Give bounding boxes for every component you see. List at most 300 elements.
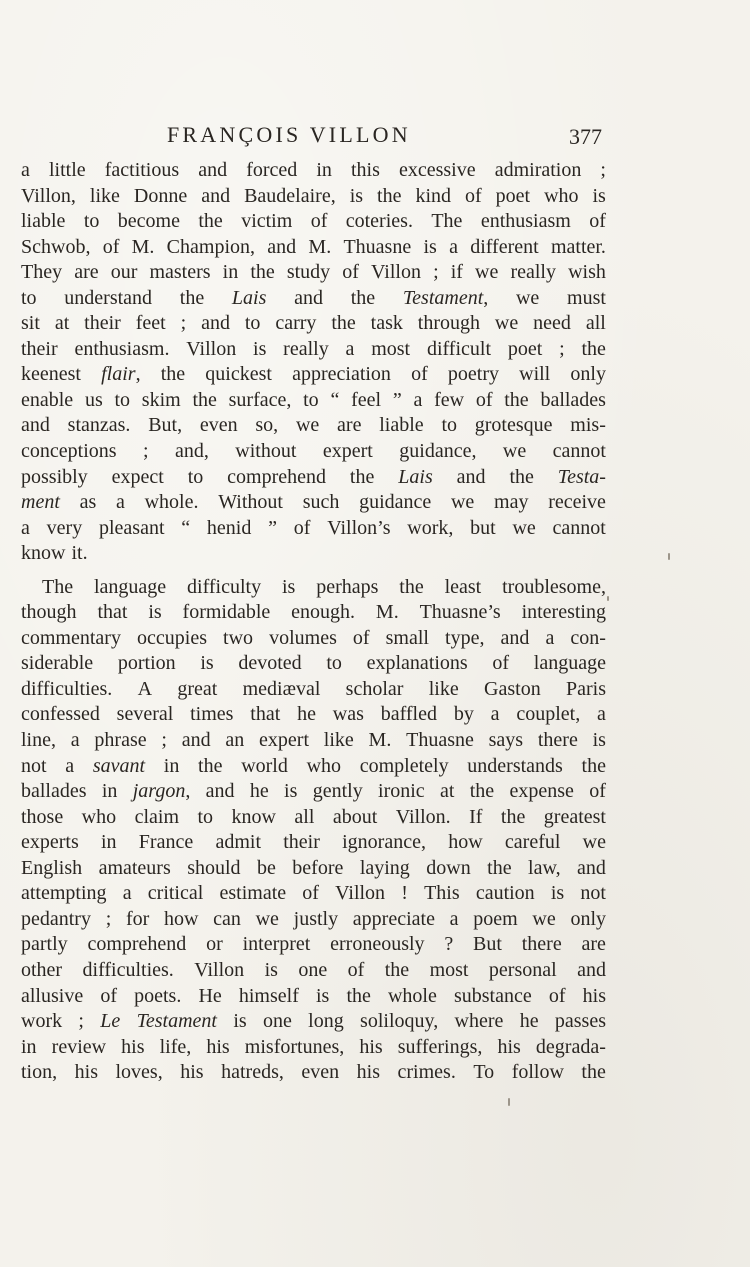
word: Testa- bbox=[557, 465, 606, 488]
text-line bbox=[21, 907, 606, 933]
word: the bbox=[377, 184, 402, 207]
word: the bbox=[384, 958, 410, 981]
word: partly bbox=[21, 933, 68, 956]
word: is bbox=[264, 958, 278, 981]
word: the bbox=[160, 363, 186, 386]
word: there bbox=[537, 729, 578, 752]
paragraph bbox=[21, 158, 606, 567]
word: two bbox=[223, 626, 254, 649]
text-line bbox=[21, 779, 606, 805]
text-line bbox=[21, 413, 606, 439]
word: follow bbox=[511, 1061, 564, 1084]
word: “ bbox=[181, 516, 191, 539]
word: baffled bbox=[380, 703, 437, 726]
word: different bbox=[470, 235, 539, 258]
word: and bbox=[201, 312, 230, 335]
paragraph bbox=[21, 575, 606, 1086]
word: mediæval bbox=[242, 677, 321, 700]
word: to bbox=[441, 414, 457, 437]
word: to bbox=[114, 388, 131, 411]
word: forced bbox=[246, 159, 298, 181]
word: and, bbox=[174, 440, 209, 463]
word: if bbox=[450, 261, 463, 284]
word: liable bbox=[21, 210, 66, 233]
word: the bbox=[179, 286, 205, 309]
word: least bbox=[444, 575, 482, 598]
word: says bbox=[488, 729, 524, 752]
word: the bbox=[331, 312, 356, 335]
word: is bbox=[281, 575, 296, 598]
word: troublesome, bbox=[502, 575, 606, 598]
word: he bbox=[249, 780, 269, 803]
word: whole. bbox=[144, 491, 199, 514]
word: ; bbox=[559, 337, 565, 360]
word: of bbox=[475, 388, 493, 411]
word: ! bbox=[401, 882, 408, 905]
word: like bbox=[428, 677, 459, 700]
word: personal bbox=[488, 958, 557, 981]
word: a bbox=[449, 907, 459, 930]
word: feet bbox=[135, 312, 166, 335]
word: ignorance, bbox=[342, 831, 426, 854]
word: ” bbox=[392, 388, 402, 411]
text-line bbox=[21, 337, 606, 363]
word: the bbox=[198, 754, 223, 777]
word: of bbox=[352, 626, 370, 649]
word: pedantry bbox=[21, 907, 91, 930]
word: admiration bbox=[494, 159, 582, 181]
word: But, bbox=[148, 414, 183, 437]
word: are bbox=[581, 933, 606, 956]
text-line bbox=[21, 856, 606, 882]
word: justly bbox=[293, 907, 339, 930]
text-line bbox=[21, 984, 606, 1010]
word: so, bbox=[255, 414, 279, 437]
word: ; bbox=[180, 312, 187, 335]
word: language bbox=[93, 575, 167, 598]
word: times bbox=[190, 703, 234, 726]
word: himself bbox=[238, 984, 299, 1007]
word: ment bbox=[21, 491, 60, 514]
word: to bbox=[303, 388, 319, 411]
word: but bbox=[470, 516, 496, 539]
word: volumes bbox=[269, 626, 337, 649]
word: other bbox=[21, 958, 63, 981]
word: The bbox=[42, 575, 74, 598]
word: and bbox=[267, 235, 297, 258]
word: only bbox=[570, 907, 606, 930]
text-line bbox=[21, 439, 606, 465]
word: the bbox=[581, 754, 606, 777]
text-line bbox=[21, 881, 606, 907]
word: Testament bbox=[136, 1010, 217, 1033]
word: we bbox=[582, 831, 606, 854]
word: be bbox=[256, 856, 276, 879]
word: France bbox=[138, 831, 194, 854]
word: Villon. bbox=[395, 805, 451, 828]
running-head bbox=[21, 118, 606, 158]
text-line bbox=[21, 830, 606, 856]
word: Champion, bbox=[166, 235, 256, 258]
word: the bbox=[581, 1061, 606, 1084]
word: that bbox=[250, 703, 281, 726]
word: poetry bbox=[447, 363, 499, 386]
word: in bbox=[316, 159, 332, 181]
word: difficulties. bbox=[82, 958, 174, 981]
word: ; bbox=[433, 261, 439, 284]
word: become bbox=[117, 210, 180, 233]
word: line, bbox=[21, 729, 56, 752]
text-line bbox=[21, 1060, 606, 1086]
word: most bbox=[429, 958, 469, 981]
word: sufferings, bbox=[397, 1035, 483, 1058]
word: that bbox=[97, 601, 128, 624]
word: He bbox=[198, 984, 222, 1007]
word: a bbox=[21, 159, 30, 181]
word: poem bbox=[473, 907, 518, 930]
word: one bbox=[298, 958, 328, 981]
word: how bbox=[163, 907, 199, 930]
word: Villon bbox=[186, 337, 237, 360]
word: poets. bbox=[134, 984, 182, 1007]
word: crimes. bbox=[397, 1061, 456, 1084]
word: degrada- bbox=[535, 1035, 606, 1058]
text-line bbox=[21, 651, 606, 677]
word: the bbox=[349, 465, 375, 488]
word: estimate bbox=[219, 882, 287, 905]
word: to bbox=[197, 805, 214, 828]
word: attempting bbox=[21, 882, 107, 905]
word: work bbox=[21, 1010, 63, 1033]
word: a bbox=[490, 703, 500, 726]
word: gently bbox=[312, 780, 363, 803]
word: If bbox=[469, 805, 483, 828]
word: type, bbox=[445, 626, 485, 649]
text-line bbox=[21, 362, 606, 388]
word: appreciation bbox=[292, 363, 391, 386]
word: though bbox=[21, 601, 77, 624]
word: like bbox=[89, 184, 120, 207]
word: are bbox=[337, 414, 362, 437]
book-page bbox=[21, 118, 606, 1084]
word: poet bbox=[495, 184, 531, 207]
word: his bbox=[180, 1061, 204, 1084]
word: all bbox=[294, 805, 315, 828]
text-line bbox=[21, 702, 606, 728]
word: masters bbox=[149, 261, 211, 284]
word: explanations bbox=[366, 652, 468, 675]
word: is bbox=[253, 337, 267, 360]
word: M. bbox=[368, 729, 392, 752]
word: mis- bbox=[570, 414, 606, 437]
word: the bbox=[469, 780, 495, 803]
word: savant bbox=[92, 754, 146, 777]
word: M. bbox=[375, 601, 399, 624]
word: a bbox=[21, 516, 30, 539]
word: of bbox=[464, 184, 482, 207]
word: stanzas. bbox=[67, 414, 131, 437]
word: in bbox=[222, 261, 239, 284]
word: our bbox=[110, 261, 138, 284]
word: know bbox=[21, 542, 66, 565]
word: Le bbox=[100, 1010, 121, 1033]
word: a bbox=[449, 235, 458, 258]
word: liable bbox=[379, 414, 424, 437]
word: his bbox=[356, 1061, 380, 1084]
word: of bbox=[411, 363, 428, 386]
word: a bbox=[122, 882, 132, 905]
word: cannot bbox=[552, 516, 606, 539]
word: several bbox=[116, 703, 174, 726]
word: loves, bbox=[115, 1061, 163, 1084]
word: Lais bbox=[398, 465, 433, 488]
word: is bbox=[284, 780, 298, 803]
text-line bbox=[21, 158, 606, 184]
word: without bbox=[235, 440, 297, 463]
word: enthusiasm. bbox=[74, 337, 170, 360]
word: their bbox=[283, 831, 320, 854]
word: us bbox=[84, 388, 103, 411]
word: and bbox=[205, 780, 235, 803]
word: we bbox=[532, 907, 556, 930]
word: and bbox=[181, 729, 211, 752]
word: excessive bbox=[398, 159, 476, 181]
word: ironic bbox=[378, 780, 425, 803]
word: amateurs bbox=[98, 856, 171, 879]
word: we bbox=[502, 440, 527, 463]
text-line bbox=[21, 1009, 606, 1035]
text-line bbox=[21, 235, 606, 261]
word: careful bbox=[504, 831, 561, 854]
text-line bbox=[21, 677, 606, 703]
word: down bbox=[426, 856, 471, 879]
word: Testament, bbox=[402, 286, 489, 309]
word: a bbox=[70, 729, 80, 752]
word: critical bbox=[147, 882, 204, 905]
word: a bbox=[65, 754, 75, 777]
word: Thuasne bbox=[343, 235, 412, 258]
page-number: 377 bbox=[569, 124, 602, 149]
word: confessed bbox=[21, 703, 100, 726]
word: soliloquy, bbox=[360, 1010, 439, 1033]
word: expect bbox=[111, 465, 164, 488]
word: and bbox=[198, 159, 228, 181]
word: Baudelaire, bbox=[244, 184, 336, 207]
word: will bbox=[519, 363, 551, 386]
text-line bbox=[21, 209, 606, 235]
text-line bbox=[21, 805, 606, 831]
word: admit bbox=[215, 831, 261, 854]
word: occupies bbox=[137, 626, 207, 649]
word: kind bbox=[415, 184, 451, 207]
word: was bbox=[332, 703, 364, 726]
word: ” bbox=[268, 516, 278, 539]
word: expert bbox=[259, 729, 310, 752]
word: who bbox=[81, 805, 117, 828]
word: experts bbox=[21, 831, 79, 854]
word: Paris bbox=[566, 677, 606, 700]
word: few bbox=[434, 388, 465, 411]
word: surface, bbox=[228, 388, 292, 411]
word: only bbox=[570, 363, 606, 386]
word: must bbox=[567, 286, 606, 309]
word: Thuasne’s bbox=[419, 601, 501, 624]
word: formidable bbox=[182, 601, 271, 624]
word: They bbox=[21, 261, 63, 284]
word: the bbox=[504, 388, 529, 411]
word: we bbox=[295, 414, 320, 437]
word: language bbox=[533, 652, 606, 675]
word: understand bbox=[64, 286, 153, 309]
word: their bbox=[84, 312, 121, 335]
word: devoted bbox=[238, 652, 302, 675]
word: caution bbox=[475, 882, 535, 905]
word: about bbox=[332, 805, 378, 828]
word: really bbox=[510, 261, 556, 284]
word: and bbox=[294, 286, 323, 309]
word: the bbox=[192, 388, 217, 411]
word: skim bbox=[141, 388, 181, 411]
word: his bbox=[121, 1035, 145, 1058]
word: a bbox=[597, 703, 606, 726]
word: even bbox=[301, 1061, 340, 1084]
word: his bbox=[359, 1035, 383, 1058]
text-line bbox=[21, 958, 606, 984]
word: guidance bbox=[359, 491, 432, 514]
word: we bbox=[512, 516, 536, 539]
word: at bbox=[54, 312, 70, 335]
word: Schwob, bbox=[21, 235, 91, 258]
word: world bbox=[241, 754, 288, 777]
paper-speck bbox=[508, 1098, 510, 1106]
word: is bbox=[423, 235, 437, 258]
word: jargon, bbox=[132, 780, 191, 803]
word: who bbox=[544, 184, 579, 207]
word: To bbox=[473, 1061, 495, 1084]
word: of bbox=[492, 652, 510, 675]
word: greatest bbox=[543, 805, 606, 828]
word: the bbox=[509, 465, 534, 488]
word: a bbox=[116, 491, 125, 514]
word: quickest bbox=[205, 363, 272, 386]
word: interpret bbox=[242, 933, 311, 956]
word: laying bbox=[359, 856, 410, 879]
word: of bbox=[310, 210, 328, 233]
word: keenest bbox=[21, 363, 81, 386]
word: law, bbox=[528, 856, 561, 879]
paper-speck bbox=[668, 553, 670, 560]
word: con- bbox=[570, 626, 606, 649]
word: But bbox=[473, 933, 502, 956]
word: work, bbox=[407, 516, 454, 539]
paper-speck bbox=[607, 596, 609, 601]
word: poet bbox=[507, 337, 543, 360]
word: his bbox=[497, 1035, 521, 1058]
text-line bbox=[21, 1035, 606, 1061]
word: the bbox=[500, 805, 526, 828]
word: of bbox=[102, 235, 120, 258]
text-line bbox=[21, 728, 606, 754]
running-title: FRANÇOIS VILLON bbox=[167, 122, 411, 147]
word: sit bbox=[21, 312, 40, 335]
word: this bbox=[351, 159, 380, 181]
word: passes bbox=[554, 1010, 606, 1033]
word: how bbox=[448, 831, 483, 854]
word: Villon bbox=[371, 261, 421, 284]
word: his bbox=[582, 984, 606, 1007]
text-line bbox=[21, 260, 606, 286]
word: small bbox=[385, 626, 429, 649]
word: possibly bbox=[21, 465, 88, 488]
word: difficulty bbox=[187, 575, 262, 598]
word: and bbox=[21, 414, 50, 437]
word: we bbox=[475, 261, 499, 284]
text-line bbox=[21, 465, 606, 491]
word: ; bbox=[142, 440, 149, 463]
text-line bbox=[21, 184, 606, 210]
word: siderable bbox=[21, 652, 94, 675]
word: to bbox=[187, 465, 204, 488]
word: grotesque bbox=[474, 414, 553, 437]
word: life, bbox=[159, 1035, 192, 1058]
word: difficult bbox=[426, 337, 491, 360]
word: can bbox=[213, 907, 241, 930]
word: carry bbox=[275, 312, 317, 335]
word: is bbox=[592, 729, 606, 752]
word: portion bbox=[117, 652, 176, 675]
word: the bbox=[487, 856, 512, 879]
word: long bbox=[308, 1010, 344, 1033]
word: claim bbox=[134, 805, 180, 828]
word: the bbox=[198, 210, 223, 233]
word: comprehend bbox=[87, 933, 187, 956]
word: and bbox=[500, 626, 530, 649]
word: review bbox=[51, 1035, 107, 1058]
word: at bbox=[439, 780, 455, 803]
word: comprehend bbox=[227, 465, 327, 488]
word: ballades bbox=[540, 388, 606, 411]
word: are bbox=[74, 261, 99, 284]
word: in bbox=[163, 754, 180, 777]
word: their bbox=[21, 337, 58, 360]
word: Gaston bbox=[484, 677, 541, 700]
word: English bbox=[21, 856, 83, 879]
text-line bbox=[21, 311, 606, 337]
word: conceptions bbox=[21, 440, 117, 463]
word: ; bbox=[161, 729, 167, 752]
word: to bbox=[244, 312, 261, 335]
word: of bbox=[100, 984, 117, 1007]
word: we bbox=[494, 312, 519, 335]
word: ; bbox=[600, 159, 606, 181]
word: ballades bbox=[21, 780, 87, 803]
word: difficulties. bbox=[21, 677, 113, 700]
word: hatreds, bbox=[221, 1061, 284, 1084]
word: victim bbox=[241, 210, 293, 233]
word: his bbox=[74, 1061, 98, 1084]
word: is bbox=[315, 984, 330, 1007]
word: couplet, bbox=[516, 703, 581, 726]
word: the bbox=[346, 984, 371, 1007]
word: by bbox=[453, 703, 474, 726]
word: little bbox=[48, 159, 86, 181]
word: it. bbox=[71, 542, 88, 565]
word: is bbox=[550, 882, 565, 905]
word: cannot bbox=[552, 440, 606, 463]
word: most bbox=[371, 337, 411, 360]
word: his bbox=[206, 1035, 230, 1058]
word: perhaps bbox=[316, 575, 379, 598]
